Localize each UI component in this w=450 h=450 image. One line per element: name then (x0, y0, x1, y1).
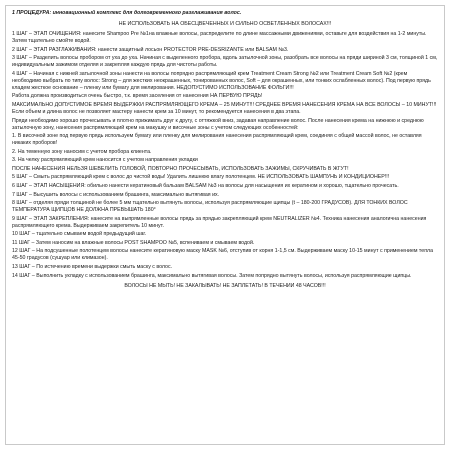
step-8-flat-iron: 8 ШАГ – отделяя пряди толщиной не более 5 мм тщательно вытянуть волосы, используя распрямляющие щипцы (t – 180-200 ГРАДУСОВ). ДЛЯ ТОНКИХ ВОЛОС ТЕМПЕРАТУРА ЩИПЦОВ НЕ ДОЛЖНА ПРЕВЫШАТЬ 180° (12, 200, 408, 214)
step-10-rinse: 10 ШАГ – тщательно смываем водой предыдущий шаг. (12, 231, 147, 238)
step-14-styling: 14 ШАГ – Выполнить укладку с использованием брашинга, максимально вытягивая волосы. Затем попрядно вытянуть волосы, используя распрямляющие щипцы. (12, 272, 412, 279)
step-11-post-shampoo: 11 ШАГ – Затем наносим на влажные волосы POST SHAMPOO №5, вспениваем и смываем водой. (12, 239, 255, 246)
document-title: 1 ПРОЦЕДУРА: инновационный комплекс для долговременного разглаживания волос. (12, 10, 242, 16)
instruction-document (5, 5, 445, 445)
footer-warning: ВОЛОСЫ НЕ МЫТЬ! НЕ ЗАКАЛЫВАТЬ! НЕ ЗАПЛЕТАТЬ! В ТЕЧЕНИИ 48 ЧАСОВ!!! (124, 283, 326, 290)
step-4-crown-zone: 2. На теменную зону наносим с учетом пробора клиента. (12, 148, 152, 155)
step-2-smoothing: 2 ШАГ – ЭТАП РАЗГЛАЖИВАНИЯ: нанести защитный лосьон PROTECTOR PRE-DESRIZANTE или BALSAM №3. (12, 46, 289, 53)
step-1-cleansing: 1 ШАГ – ЭТАП ОЧИЩЕНИЯ: нанесите Shampoo Pre №1на влажные волосы, распределите по длине массажными движениями, оставьте для воздействия на 1-2 минуты. Затем тщательно смойте водой. (12, 31, 427, 45)
step-12-mask: 12 ШАГ – На подсушенные полотенцем волосы нанесите кератиновую маску MASK №6, отступив от корня 1-1,5 см. Выдерживаем маску 10-15 минут с применением тепла 45-50 градусов (сушуар или климазон). (12, 248, 434, 262)
step-3-sectioning: 3 ШАГ – Разделить волосы пробором от уха до уха. Начиная с выделенного пробора, вдоль затылочной зоны, разобрать все волосы на пряди шириной 3 см, толщиной 1 см, индивидуальным зажимом отделяя и закрепляя каждую прядь для чистоты работы. (12, 55, 438, 69)
step-4-fringe: 3. На челку распрямляющий крем наносится с учетом направления укладки (12, 157, 198, 164)
step-4-combing-note: Пряди необходимо хорошо прочесывать и плотно прижимать друг к другу, с оттяжкой вниз, задавая направление волос. После нанесения крема на нижнюю и среднюю затылочную зону, нанесения распрямляющий крем на макушку и височные зоны с учетом следующих особенностей: (12, 117, 424, 131)
step-13-rinse-mask: 13 ШАГ – По истечению времени выдержки смыть маску с волос. (12, 263, 173, 270)
procedure-steps (12, 31, 438, 279)
step-4-speed-note: Работа должна производиться очень быстро, т.к. время заселения от нанесения НА ПЕРВУЮ ПРЯДЬ! (12, 93, 263, 100)
warning-bleached-hair: НЕ ИСПОЛЬЗОВАТЬ НА ОБЕСЦВЕЧЕННЫХ И СИЛЬНО ОСВЕТЛЕННЫХ ВОЛОСАХ!!! (118, 20, 332, 27)
step-4-cream-application: 4 ШАГ – Начиная с нижней затылочной зоны нанести на волосы попрядно распрямляющий крем Treatment Cream Strong №2 или Treatment Cream Soft №2 (крем необходимо выбрать по типу волос: Strong – для жестких неокрашенных, тонированных волос, Soft – для окрашенных, или тонких ослабленных волос). Под первую прядь кладем жесткое основание – пленку или бумагу для мелирования. НЕДОПУСТИМО ИСПОЛЬЗОВАНИЕ ФОЛЬГИ!!! (12, 70, 431, 91)
step-4-after-warning: ПОСЛЕ НАНЕСЕНИЯ НЕЛЬЗЯ ШЕВЕЛИТЬ ГОЛОВОЙ, ПОВТОРНО ПРОЧЕСЫВАТЬ, ИСПОЛЬЗОВАТЬ ЗАЖИМЫ, СКРУЧИВАТЬ В ЖГУТ! (12, 165, 349, 172)
step-9-fixing: 9 ШАГ – ЭТАП ЗАКРЕПЛЕНИЯ: нанесите на выпрямленные волосы прядь за прядью закрепляющий крем NEUTRALIZER №4. Техника нанесения аналогична нанесения распрямляющего крема. Выдерживаем закрепитель 10 минут. (12, 215, 427, 229)
step-6-saturation: 6 ШАГ – ЭТАП НАСЫЩЕНИЯ: обильно нанести кератиновый бальзам BALSAM №3 на волосы для насыщения их кератином и хорошо, тщательно прочесать. (12, 182, 399, 189)
step-7-drying: 7 ШАГ – Высушить волосы с использованием брашинга, максимально вытягивая их. (12, 191, 220, 198)
step-4-temple-zone: 1. В височной зоне под первую прядь используем бумагу или пленку для мелирования нанесения распрямляющий крем, соединяя с общей массой волос, не оставляя никаких проборов! (12, 133, 422, 147)
step-5-rinse: 5 ШАГ – Смыть распрямляющий крем с волос до чистой воды! Удалить лишнюю влагу полотенцем. НЕ ИСПОЛЬЗОВАТЬ ШАМПУНЬ И КОНДИЦИОНЕР!!! (12, 174, 390, 181)
step-4-timing-note: МАКСИМАЛЬНО ДОПУСТИМОЕ ВРЕМЯ ВЫДЕРЖКИ РАСПРЯМЛЯЮЩЕГО КРЕМА – 25 МИНУТ!!! СРЕДНЕЕ ВРЕМЯ НАНЕСЕНИЯ КРЕМА НА ВСЕ ВОЛОСЫ – 10 МИНУТ!!! Если объем и длина волос не позволяет мастеру нанести крем за 10 минут, то рекомендуется нанесения в два этапа. (12, 102, 437, 116)
